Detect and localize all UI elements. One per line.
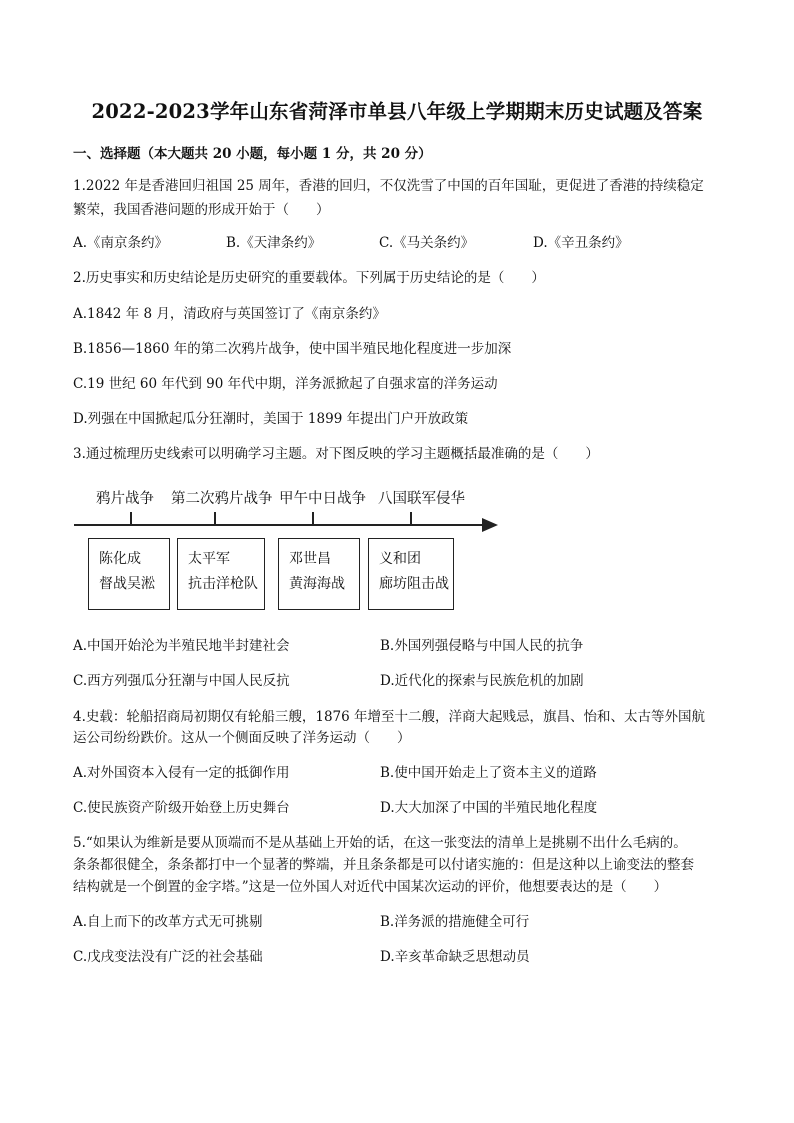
q3-option-a: A.中国开始沦为半殖民地半封建社会 [73,638,290,654]
q4-option-b: B.使中国开始走上了资本主义的道路 [380,765,597,781]
q5-stem-line2: 条条都很健全，条条都打中一个显著的弊端，并且条条都是可以付诸实施的：但是这种以上谕变法的整套 [73,857,694,873]
q1-option-b: B.《天津条约》 [226,235,322,251]
q4-option-d: D.大大加深了中国的半殖民地化程度 [380,800,598,816]
timeline-figure [74,484,504,634]
q5-stem-line3: 结构就是一个倒置的金字塔。”这是一位外国人对近代中国某次运动的评价，他想要表达的是（ ） [73,879,668,895]
page-title: 2022-2023学年山东省菏泽市单县八年级上学期期末历史试题及答案 [91,100,703,123]
q5-option-b: B.洋务派的措施健全可行 [380,914,530,930]
q1-option-c: C.《马关条约》 [379,235,475,251]
q4-option-a: A.对外国资本入侵有一定的抵御作用 [73,765,290,781]
q5-option-c: C.戊戌变法没有广泛的社会基础 [73,949,263,965]
event-box-1 [88,538,170,610]
event-box-3 [278,538,360,610]
q2-option-c: C.19 世纪 60 年代到 90 年代中期，洋务派掀起了自强求富的洋务运动 [73,376,498,392]
event-box-line: 邓世昌 [289,551,331,567]
q5-option-a: A.自上而下的改革方式无可挑剔 [73,914,263,930]
era-label-opium-war: 鸦片战争 [96,491,154,507]
q2-option-b: B.1856—1860 年的第二次鸦片战争，使中国半殖民地化程度进一步加深 [73,341,512,357]
q1-option-d: D.《辛丑条约》 [533,235,629,251]
event-box-line: 抗击洋枪队 [188,576,258,592]
timeline-arrow-icon [482,518,498,532]
q1-stem-line1: 1.2022 年是香港回归祖国 25 周年，香港的回归，不仅洗雪了中国的百年国耻，更促进了香港的持续稳定 [73,178,704,194]
section-heading: 一、选择题（本大题共 20 小题，每小题 1 分，共 20 分） [73,146,432,162]
q4-option-c: C.使民族资产阶级开始登上历史舞台 [73,800,290,816]
q2-option-a: A.1842 年 8 月，清政府与英国签订了《南京条约》 [73,306,386,322]
q1-option-a: A.《南京条约》 [73,235,169,251]
event-box-line: 义和团 [379,551,421,567]
q2-stem: 2.历史事实和历史结论是历史研究的重要载体。下列属于历史结论的是（ ） [73,270,545,286]
q3-stem: 3.通过梳理历史线索可以明确学习主题。对下图反映的学习主题概括最准确的是（ ） [73,446,599,462]
era-label-second-opium-war: 第二次鸦片战争 [171,491,273,507]
q5-stem-line1: 5.“如果认为维新是要从顶端而不是从基础上开始的话，在这一张变法的清单上是挑剔不出什么毛病的。 [73,835,687,851]
q5-option-d: D.辛亥革命缺乏思想动员 [380,949,530,965]
q3-option-d: D.近代化的探索与民族危机的加剧 [380,673,584,689]
event-box-line: 陈化成 [99,551,141,567]
q4-stem-line2: 运公司纷纷跌价。这从一个侧面反映了洋务运动（ ） [73,730,411,746]
q4-stem-line1: 4.史载：轮船招商局初期仅有轮船三艘，1876 年增至十二艘，洋商大起贱忌，旗昌、怡和、太古等外国航 [73,709,706,725]
q2-option-d: D.列强在中国掀起瓜分狂潮时，美国于 1899 年提出门户开放政策 [73,411,469,427]
timeline-axis [74,524,489,526]
event-box-2 [177,538,265,610]
q3-option-b: B.外国列强侵略与中国人民的抗争 [380,638,584,654]
q3-option-c: C.西方列强瓜分狂潮与中国人民反抗 [73,673,290,689]
event-box-line: 督战吴淞 [99,576,155,592]
event-box-4 [368,538,454,610]
era-label-sino-japanese-war: 甲午中日战争 [279,491,366,507]
event-box-line: 黄海海战 [289,576,345,592]
event-box-line: 廊坊阻击战 [379,576,449,592]
q1-stem-line2: 繁荣，我国香港问题的形成开始于（ ） [73,202,330,218]
event-box-line: 太平军 [188,551,230,567]
era-label-eight-nation-invasion: 八国联军侵华 [378,491,465,507]
